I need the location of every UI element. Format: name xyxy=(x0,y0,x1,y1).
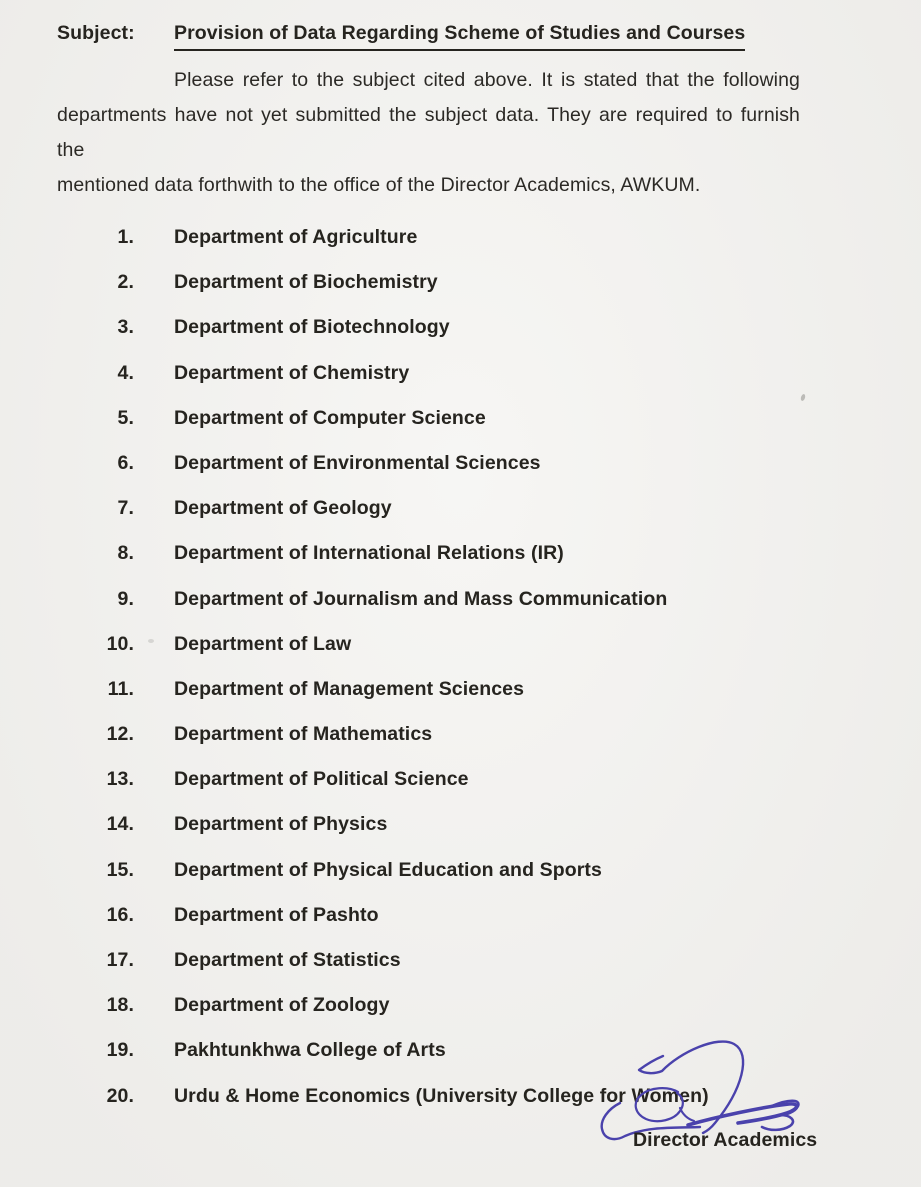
department-number: 4. xyxy=(117,361,134,384)
department-number: 1. xyxy=(117,226,134,248)
department-name: Department of Biotechnology xyxy=(174,316,450,339)
list-item xyxy=(57,407,800,452)
department-name: Department of Management Sciences xyxy=(174,677,525,700)
list-item xyxy=(57,859,800,904)
department-name: Department of International Relations (IR) xyxy=(174,542,564,565)
department-name: Department of Chemistry xyxy=(174,361,410,384)
department-name: Department of Statistics xyxy=(174,949,401,971)
list-item xyxy=(57,316,800,361)
department-number: 15. xyxy=(106,858,134,881)
list-item xyxy=(57,994,800,1039)
subject-title: Provision of Data Regarding Scheme of Studies and Courses xyxy=(174,22,745,51)
body-paragraph xyxy=(57,63,800,203)
department-number: 6. xyxy=(117,451,134,474)
paragraph-line: departments have not yet submitted the subject data. They are required to furnish the xyxy=(57,104,800,161)
department-name: Department of Computer Science xyxy=(174,406,486,429)
department-number: 8. xyxy=(117,542,134,565)
department-name: Department of Geology xyxy=(174,497,392,520)
scan-artifact xyxy=(148,639,154,643)
list-item xyxy=(57,768,800,813)
department-number: 14. xyxy=(106,813,134,836)
department-number: 20. xyxy=(106,1084,134,1107)
subject-label: Subject: xyxy=(57,22,135,44)
list-item xyxy=(57,1039,800,1084)
list-item xyxy=(57,497,800,542)
list-item xyxy=(57,452,800,497)
list-item xyxy=(57,226,800,271)
department-number: 3. xyxy=(117,316,134,339)
list-item xyxy=(57,1085,800,1130)
department-number: 5. xyxy=(117,406,134,429)
department-name: Department of Biochemistry xyxy=(174,271,438,294)
list-item xyxy=(57,678,800,723)
subject-row xyxy=(57,22,800,51)
department-number: 17. xyxy=(106,949,134,971)
list-item xyxy=(57,362,800,407)
list-item xyxy=(57,949,800,994)
department-name: Department of Physical Education and Sports xyxy=(174,858,602,881)
department-number: 11. xyxy=(107,677,134,700)
department-number: 18. xyxy=(106,994,134,1017)
department-name: Department of Zoology xyxy=(174,994,390,1017)
department-list xyxy=(57,226,800,1130)
list-item xyxy=(57,271,800,316)
department-number: 10. xyxy=(106,632,134,655)
department-number: 12. xyxy=(106,723,134,746)
signature-title: Director Academics xyxy=(633,1129,818,1151)
list-item xyxy=(57,723,800,768)
list-item xyxy=(57,588,800,633)
department-name: Department of Political Science xyxy=(174,768,469,791)
department-name: Department of Mathematics xyxy=(174,723,433,746)
list-item xyxy=(57,633,800,678)
department-number: 16. xyxy=(106,903,134,926)
department-name: Pakhtunkhwa College of Arts xyxy=(174,1039,446,1062)
list-item xyxy=(57,813,800,858)
department-name: Urdu & Home Economics (University College for Women) xyxy=(174,1084,709,1107)
department-number: 13. xyxy=(106,768,134,791)
department-number: 7. xyxy=(117,497,134,520)
scan-artifact xyxy=(800,394,806,402)
department-name: Department of Environmental Sciences xyxy=(174,451,541,474)
department-number: 9. xyxy=(117,587,134,610)
department-name: Department of Journalism and Mass Communication xyxy=(174,587,668,610)
department-number: 2. xyxy=(117,271,134,294)
paragraph-line: Please refer to the subject cited above. It is stated that the following xyxy=(174,69,800,91)
department-name: Department of Physics xyxy=(174,813,388,836)
department-number: 19. xyxy=(106,1039,134,1062)
paragraph-line: mentioned data forthwith to the office of the Director Academics, AWKUM. xyxy=(57,174,701,196)
department-name: Department of Law xyxy=(174,632,352,655)
department-name: Department of Agriculture xyxy=(174,226,418,248)
list-item xyxy=(57,542,800,587)
list-item xyxy=(57,904,800,949)
department-name: Department of Pashto xyxy=(174,903,379,926)
